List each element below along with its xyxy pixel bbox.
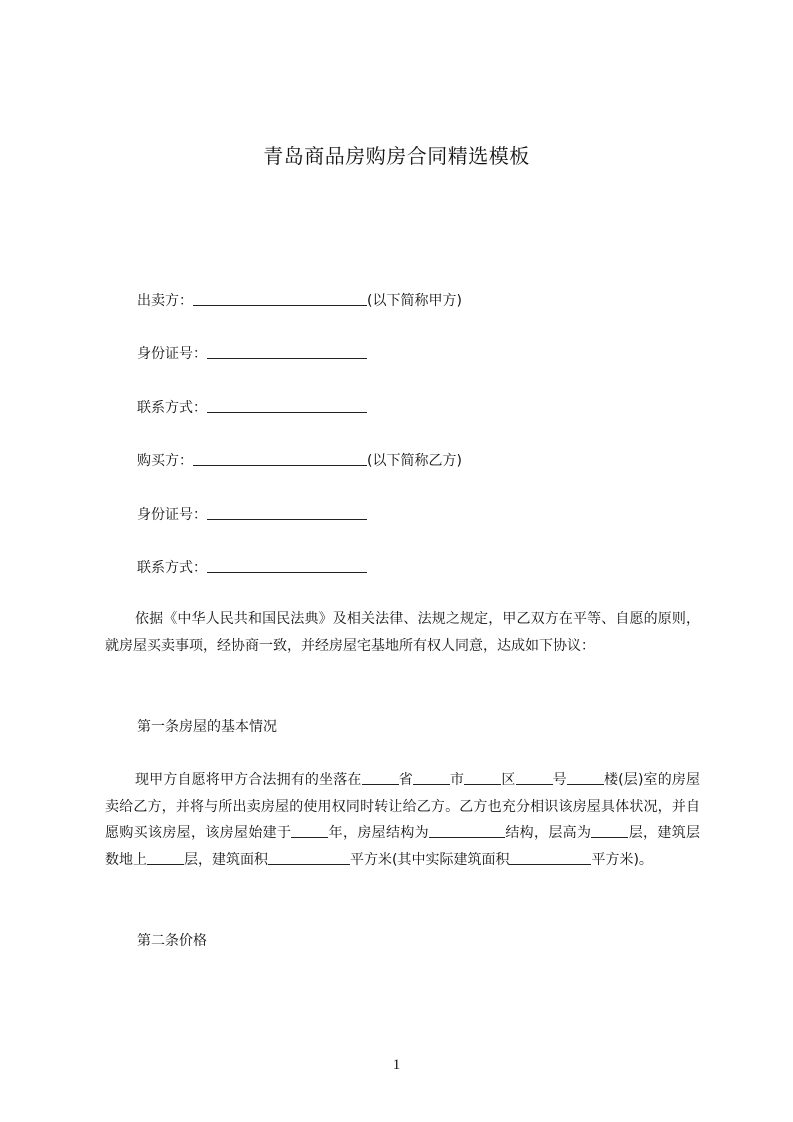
article-1-text-city: 市 [449, 772, 465, 788]
seller-contact-blank[interactable] [207, 397, 367, 413]
document-title: 青岛商品房购房合同精选模板 [263, 144, 530, 168]
buyer-name-suffix: (以下简称乙方) [367, 453, 462, 469]
article-1-text-floors: 层，建筑层数地上 [105, 825, 701, 868]
article-1-body [105, 767, 700, 873]
article-1-text-end: 平方米)。 [591, 851, 653, 868]
article-1-text-actual-area: 平方米(其中实际建筑面积 [350, 851, 510, 868]
seller-contact-line [137, 397, 367, 419]
article-1-text-structure: 年，房屋结构为 [328, 825, 430, 841]
article-1-text-district: 区 [501, 772, 516, 788]
buyer-contact-blank[interactable] [207, 557, 367, 573]
buyer-id-blank[interactable] [207, 504, 367, 520]
building-blank[interactable] [567, 769, 604, 785]
article-1-text-location: 现甲方自愿将甲方合法拥有的坐落在 [135, 772, 362, 788]
province-blank[interactable] [362, 769, 399, 785]
buyer-id-label: 身份证号： [137, 507, 207, 523]
floor-height-blank[interactable] [591, 822, 628, 838]
actual-area-blank[interactable] [509, 849, 591, 865]
article-1-text-number: 号 [552, 772, 567, 788]
article-2-heading: 第二条价格 [137, 933, 207, 949]
seller-name-line [137, 290, 462, 312]
article-1-text-area: 层，建筑面积 [184, 851, 268, 868]
article-1-heading: 第一条房屋的基本情况 [137, 719, 277, 735]
floors-above-ground-blank[interactable] [147, 849, 184, 865]
buyer-contact-label: 联系方式： [137, 560, 207, 576]
structure-type-blank[interactable] [429, 822, 505, 838]
build-year-blank[interactable] [291, 822, 328, 838]
district-blank[interactable] [464, 769, 501, 785]
seller-contact-label: 联系方式： [137, 400, 207, 416]
seller-id-blank[interactable] [207, 343, 367, 359]
seller-name-label: 出卖方： [137, 293, 193, 309]
buyer-contact-line [137, 557, 367, 579]
seller-id-label: 身份证号： [137, 346, 207, 362]
seller-id-line [137, 343, 367, 365]
number-blank[interactable] [516, 769, 553, 785]
page-number: 1 [392, 1057, 401, 1073]
article-1-text-description: 楼(层)室的房屋卖给乙方，并将与所出卖房屋的使用权同时转让给乙方。乙方也充分相识该房屋具体状况，并自愿购买该房屋，该房屋始建于 [105, 772, 701, 841]
seller-name-blank[interactable] [193, 290, 367, 306]
article-1-text-province: 省 [398, 772, 413, 788]
buyer-name-blank[interactable] [193, 450, 367, 466]
building-area-blank[interactable] [268, 849, 350, 865]
preamble-paragraph: 依据《中华人民共和国民法典》及相关法律、法规之规定，甲乙双方在平等、自愿的原则，就房屋买卖事项，经协商一致，并经房屋宅基地所有权人同意，达成如下协议： [105, 611, 700, 654]
buyer-name-label: 购买方： [137, 453, 193, 469]
buyer-id-line [137, 504, 367, 526]
seller-name-suffix: (以下简称甲方) [367, 293, 462, 309]
buyer-name-line [137, 450, 462, 472]
article-1-text-floor-height: 结构，层高为 [505, 825, 592, 841]
city-blank[interactable] [413, 769, 450, 785]
